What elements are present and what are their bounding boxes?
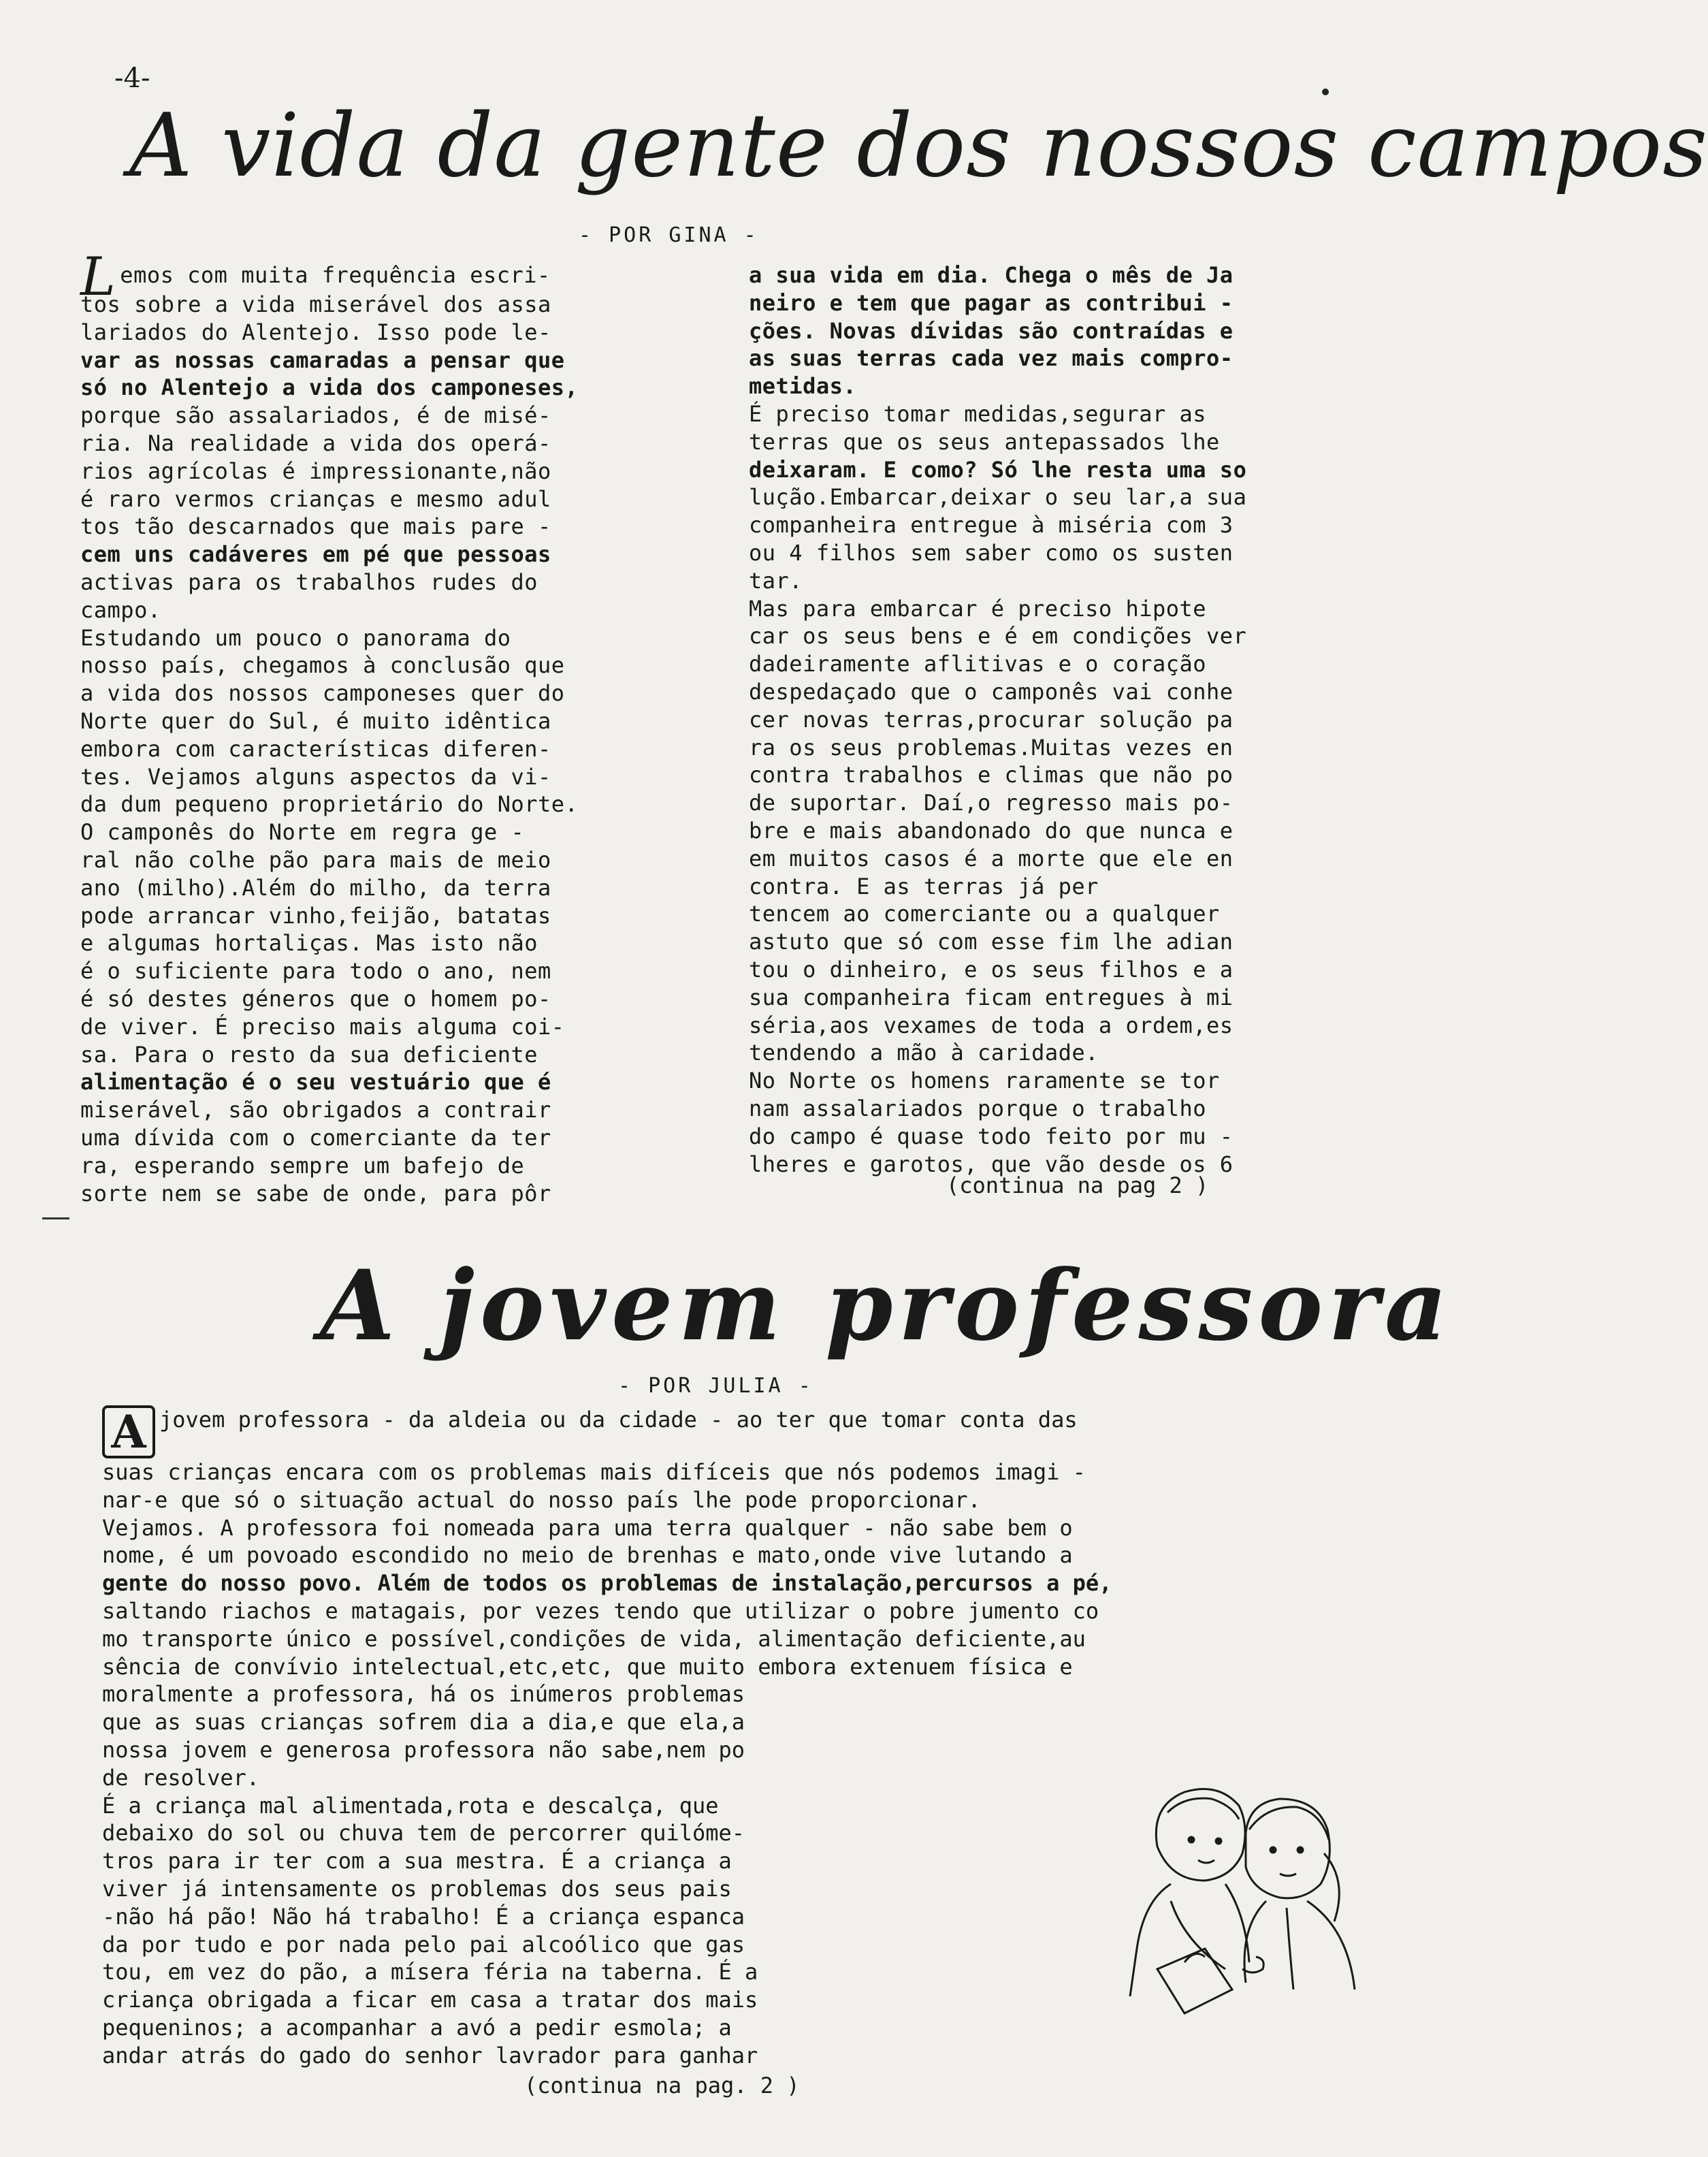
text-line: a vida dos nossos camponeses quer do xyxy=(80,680,565,707)
text-line: ra os seus problemas.Muitas vezes en xyxy=(749,734,1234,761)
text-line: debaixo do sol ou chuva tem de percorrer quilóme- xyxy=(102,1820,745,1847)
text-line: viver já intensamente os problemas dos seus pais xyxy=(102,1875,732,1902)
text-line: criança obrigada a ficar em casa a tratar dos mais xyxy=(102,1987,758,2013)
text-line: ano (milho).Além do milho, da terra xyxy=(80,874,551,901)
text-line: pode arrancar vinho,feijão, batatas xyxy=(80,902,551,929)
text-line: Mas para embarcar é preciso hipote xyxy=(749,595,1207,622)
text-line: é raro vermos crianças e mesmo adul xyxy=(80,485,551,512)
text-line: cem uns cadáveres em pé que pessoas xyxy=(80,541,551,568)
text-line: lução.Embarcar,deixar o seu lar,a sua xyxy=(749,484,1247,511)
text-line: gente do nosso povo. Além de todos os problemas de instalação,percursos a pé, xyxy=(102,1570,1112,1597)
drop-cap-A: A xyxy=(102,1405,155,1458)
text-line: que as suas crianças sofrem dia a dia,e que ela,a xyxy=(102,1709,745,1736)
text-line: do campo é quase todo feito por mu - xyxy=(749,1123,1234,1149)
text-line: a sua vida em dia. Chega o mês de Ja xyxy=(749,262,1234,288)
text-line: dadeiramente aflitivas e o coração xyxy=(749,651,1207,677)
text-line: deixaram. E como? Só lhe resta uma so xyxy=(749,456,1247,483)
text-line: é só destes géneros que o homem po- xyxy=(80,985,551,1012)
text-line: tros para ir ter com a sua mestra. É a criança a xyxy=(102,1848,732,1874)
article2-continued-note: (continua na pag. 2 ) xyxy=(524,2073,800,2098)
text-line: campo. xyxy=(80,596,161,623)
drop-cap-L: L xyxy=(80,246,116,308)
text-line: e algumas hortaliças. Mas isto não xyxy=(80,930,538,957)
text-line: despedaçado que o camponês vai conhe xyxy=(749,678,1234,705)
text-line: tou o dinheiro, e os seus filhos e a xyxy=(749,956,1234,982)
text-line: as suas terras cada vez mais compro- xyxy=(749,345,1234,372)
text-line: andar atrás do gado do senhor lavrador para ganhar xyxy=(102,2042,758,2068)
article1-left-column xyxy=(80,246,705,1207)
text-line: mo transporte único e possível,condições de vida, alimentação deficiente,au xyxy=(102,1625,1086,1652)
text-line: sência de convívio intelectual,etc,etc, que muito embora extenuem física e xyxy=(102,1653,1073,1680)
text-line: metidas. xyxy=(749,373,857,400)
text-line: companheira entregue à miséria com 3 xyxy=(749,512,1234,539)
text-line: alimentação é o seu vestuário que é xyxy=(80,1069,551,1096)
text-line: nar-e que só o situação actual do nosso país lhe pode proporcionar. xyxy=(102,1486,981,1513)
text-line: é o suficiente para todo o ano, nem xyxy=(80,958,551,985)
text-line: só no Alentejo a vida dos camponeses, xyxy=(80,374,579,401)
text-line: tes. Vejamos alguns aspectos da vi- xyxy=(80,763,551,790)
text-line: sa. Para o resto da sua deficiente xyxy=(80,1041,538,1068)
text-line: var as nossas camaradas a pensar que xyxy=(80,347,565,373)
text-line: contra. E as terras já per xyxy=(749,873,1099,899)
text-line: A jovem professora - da aldeia ou da cidade - ao ter que tomar conta das xyxy=(102,1405,1361,1458)
article1-right-column xyxy=(749,261,1348,1178)
text-line: É a criança mal alimentada,rota e descalça, que xyxy=(102,1792,719,1819)
page-number: -4- xyxy=(114,63,150,94)
text-line: lariados do Alentejo. Isso pode le- xyxy=(80,319,551,345)
text-line: uma dívida com o comerciante da ter xyxy=(80,1124,551,1151)
text-line: saltando riachos e matagais, por vezes tendo que utilizar o pobre jumento co xyxy=(102,1597,1099,1624)
text-line: tencem ao comerciante ou a qualquer xyxy=(749,901,1220,927)
text-line: Estudando um pouco o panorama do xyxy=(80,624,511,651)
text-line: Lemos com muita frequência escri- xyxy=(80,246,551,308)
text-line: lheres e garotos, que vão desde os 6 xyxy=(749,1151,1234,1177)
text-line: terras que os seus antepassados lhe xyxy=(749,428,1220,455)
text-line: ções. Novas dívidas são contraídas e xyxy=(749,317,1234,344)
text-line: da dum pequeno proprietário do Norte. xyxy=(80,791,579,818)
article2-narrow-column xyxy=(102,1680,939,2069)
text-line: rios agrícolas é impressionante,não xyxy=(80,458,551,484)
article1-continued-note: (continua na pag 2 ) xyxy=(946,1172,1209,1198)
text-line: tou, em vez do pão, a mísera féria na taberna. É a xyxy=(102,1959,758,1985)
text-line: contra trabalhos e climas que não po xyxy=(749,762,1234,788)
text-line: O camponês do Norte em regra ge - xyxy=(80,819,525,846)
article1-title: A vida da gente dos nossos campos xyxy=(129,95,1708,197)
text-line: miserável, são obrigados a contrair xyxy=(80,1097,551,1123)
article1-byline: - POR GINA - xyxy=(579,223,759,247)
ink-dot xyxy=(1322,89,1329,95)
text-line: nam assalariados porque o trabalho xyxy=(749,1095,1207,1121)
text-line: Norte quer do Sul, é muito idêntica xyxy=(80,707,551,734)
text-line: nosso país, chegamos à conclusão que xyxy=(80,652,565,679)
margin-mark xyxy=(42,1217,69,1219)
text-line: sua companheira ficam entregues à mi xyxy=(749,984,1234,1010)
article2-byline: - POR JULIA - xyxy=(618,1374,813,1398)
text-line: de resolver. xyxy=(102,1764,260,1791)
text-line: car os seus bens e é em condições ver xyxy=(749,623,1247,650)
text-line: ra, esperando sempre um bafejo de xyxy=(80,1152,525,1179)
children-illustration xyxy=(1130,1765,1361,2024)
text-line: da por tudo e por nada pelo pai alcoólico que gas xyxy=(102,1931,745,1958)
text-line: em muitos casos é a morte que ele en xyxy=(749,845,1234,872)
text-line: tar. xyxy=(749,567,803,594)
text-line: nome, é um povoado escondido no meio de brenhas e mato,onde vive lutando a xyxy=(102,1542,1073,1569)
text-line: tos tão descarnados que mais pare - xyxy=(80,513,551,540)
text-line: suas crianças encara com os problemas mais difíceis que nós podemos imagi - xyxy=(102,1459,1086,1485)
text-line: de viver. É preciso mais alguma coi- xyxy=(80,1013,565,1040)
text-line: activas para os trabalhos rudes do xyxy=(80,569,538,595)
text-line: embora com características diferen- xyxy=(80,735,551,762)
text-line: Vejamos. A professora foi nomeada para uma terra qualquer - não sabe bem o xyxy=(102,1514,1073,1541)
text-line: cer novas terras,procurar solução pa xyxy=(749,706,1234,733)
text-line: bre e mais abandonado do que nunca e xyxy=(749,817,1234,844)
text-line: séria,aos vexames de toda a ordem,es xyxy=(749,1012,1234,1038)
text-line: neiro e tem que pagar as contribui - xyxy=(749,289,1234,316)
text-line: É preciso tomar medidas,segurar as xyxy=(749,400,1207,427)
text-line: nossa jovem e generosa professora não sabe,nem po xyxy=(102,1736,745,1763)
text-line: sorte nem se sabe de onde, para pôr xyxy=(80,1180,551,1207)
text-line: porque são assalariados, é de misé- xyxy=(80,402,551,429)
article2-title: A jovem professora xyxy=(320,1249,1453,1362)
text-line: No Norte os homens raramente se tor xyxy=(749,1068,1220,1094)
text-line: ou 4 filhos sem saber como os susten xyxy=(749,539,1234,566)
text-line: pequeninos; a acompanhar a avó a pedir esmola; a xyxy=(102,2014,732,2041)
text-line: -não há pão! Não há trabalho! É a criança espanca xyxy=(102,1903,745,1930)
text-line: ria. Na realidade a vida dos operá- xyxy=(80,430,551,456)
text-line: moralmente a professora, há os inúmeros problemas xyxy=(102,1681,745,1708)
text-line: astuto que só com esse fim lhe adian xyxy=(749,929,1234,955)
text-line: tos sobre a vida miserável dos assa xyxy=(80,291,551,317)
text-line: de suportar. Daí,o regresso mais po- xyxy=(749,790,1234,816)
text-line: tendendo a mão à caridade. xyxy=(749,1040,1099,1066)
text-line: ral não colhe pão para mais de meio xyxy=(80,846,551,873)
